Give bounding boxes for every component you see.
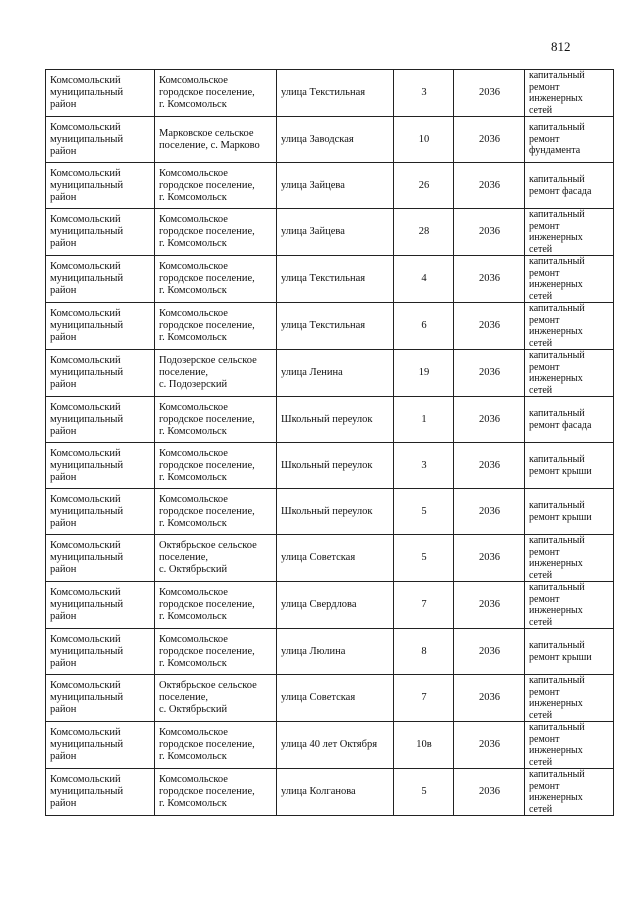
district-cell [46, 582, 155, 629]
work-type-cell-text: капитальный ремонт фасада [529, 408, 592, 431]
year-cell [454, 675, 525, 722]
district-cell [46, 117, 155, 163]
work-type-cell-text: капитальный ремонт инженерных сетей [529, 350, 585, 396]
house-number-cell-text: 1 [421, 413, 427, 425]
table-row [46, 722, 614, 769]
street-cell [277, 489, 394, 535]
house-number-cell-text: 3 [421, 87, 427, 98]
street-cell-text: улица Текстильная [281, 320, 366, 331]
work-type-cell-text: капитальный ремонт инженерных сетей [529, 70, 585, 116]
year-cell-text: 2036 [479, 226, 500, 237]
district-cell-text: Комсомольский муниципальный район [50, 355, 124, 390]
house-number-cell [394, 582, 454, 629]
year-cell [454, 443, 525, 489]
street-cell-text: улица Свердлова [281, 599, 357, 610]
settlement-cell [155, 209, 277, 256]
work-type-cell-text: капитальный ремонт инженерных сетей [529, 675, 585, 721]
house-number-cell [394, 722, 454, 769]
table-row [46, 443, 614, 489]
repair-schedule-table [45, 69, 614, 816]
house-number-cell-text: 7 [421, 692, 427, 703]
settlement-cell [155, 535, 277, 582]
year-cell-text: 2036 [479, 413, 500, 425]
settlement-cell [155, 443, 277, 489]
year-cell [454, 303, 525, 350]
street-cell-text: Школьный переулок [281, 459, 373, 471]
settlement-cell-text: Комсомольское городское поселение, г. Комсомольск [159, 493, 255, 529]
district-cell-text: Комсомольский муниципальный район [50, 633, 124, 669]
year-cell [454, 256, 525, 303]
district-cell-text: Комсомольский муниципальный район [50, 493, 124, 529]
year-cell-text: 2036 [479, 786, 500, 797]
work-type-cell-text: капитальный ремонт фундамента [529, 122, 585, 157]
work-type-cell [525, 209, 614, 256]
house-number-cell [394, 769, 454, 816]
district-cell [46, 535, 155, 582]
settlement-cell-text: Комсомольское городское поселение, г. Комсомольск [159, 447, 255, 483]
settlement-cell [155, 256, 277, 303]
settlement-cell-text: Марковское сельское поселение, с. Марково [159, 127, 260, 151]
street-cell [277, 769, 394, 816]
table-row [46, 209, 614, 256]
work-type-cell [525, 117, 614, 163]
settlement-cell-text: Октябрьское сельское поселение, с. Октябрьский [159, 680, 257, 715]
settlement-cell [155, 303, 277, 350]
house-number-cell [394, 209, 454, 256]
settlement-cell [155, 350, 277, 397]
work-type-cell [525, 256, 614, 303]
street-cell-text: улица Заводская [281, 133, 354, 145]
work-type-cell [525, 582, 614, 629]
house-number-cell-text: 5 [421, 786, 427, 797]
settlement-cell-text: Комсомольское городское поселение, г. Комсомольск [159, 167, 255, 203]
district-cell [46, 350, 155, 397]
district-cell [46, 443, 155, 489]
year-cell-text: 2036 [479, 552, 500, 563]
work-type-cell-text: капитальный ремонт инженерных сетей [529, 582, 585, 628]
settlement-cell [155, 163, 277, 209]
year-cell-text: 2036 [479, 367, 500, 378]
year-cell [454, 209, 525, 256]
street-cell-text: улица Зайцева [281, 179, 345, 191]
work-type-cell [525, 675, 614, 722]
settlement-cell-text: Комсомольское городское поселение, г. Комсомольск [159, 633, 255, 669]
house-number-cell [394, 117, 454, 163]
year-cell-text: 2036 [479, 320, 500, 331]
street-cell-text: Школьный переулок [281, 413, 373, 425]
table-row [46, 117, 614, 163]
settlement-cell-text: Комсомольское городское поселение, г. Комсомольск [159, 308, 255, 343]
year-cell-text: 2036 [479, 459, 500, 471]
house-number-cell-text: 3 [421, 459, 427, 471]
table-row [46, 303, 614, 350]
work-type-cell [525, 163, 614, 209]
street-cell-text: улица Люлина [281, 645, 346, 657]
street-cell-text: улица Текстильная [281, 87, 366, 98]
house-number-cell [394, 397, 454, 443]
year-cell-text: 2036 [479, 273, 500, 284]
settlement-cell-text: Комсомольское городское поселение, г. Комсомольск [159, 774, 255, 809]
house-number-cell-text: 10 [418, 133, 430, 145]
table-row [46, 256, 614, 303]
table-row [46, 535, 614, 582]
district-cell-text: Комсомольский муниципальный район [50, 680, 124, 715]
district-cell-text: Комсомольский муниципальный район [50, 540, 124, 575]
table-row [46, 397, 614, 443]
year-cell [454, 769, 525, 816]
district-cell [46, 769, 155, 816]
work-type-cell-text: капитальный ремонт инженерных сетей [529, 535, 585, 581]
work-type-cell-text: капитальный ремонт инженерных сетей [529, 722, 585, 768]
settlement-cell [155, 769, 277, 816]
street-cell-text: Школьный переулок [281, 505, 373, 517]
work-type-cell-text: капитальный ремонт инженерных сетей [529, 303, 585, 349]
work-type-cell [525, 70, 614, 117]
table-row [46, 675, 614, 722]
district-cell-text: Комсомольский муниципальный район [50, 75, 124, 110]
table-row [46, 489, 614, 535]
street-cell [277, 209, 394, 256]
work-type-cell [525, 535, 614, 582]
district-cell [46, 256, 155, 303]
district-cell-text: Комсомольский муниципальный район [50, 774, 124, 809]
work-type-cell [525, 722, 614, 769]
street-cell-text: улица 40 лет Октября [281, 739, 378, 750]
table-row [46, 163, 614, 209]
street-cell [277, 722, 394, 769]
year-cell [454, 722, 525, 769]
street-cell [277, 256, 394, 303]
year-cell [454, 163, 525, 209]
year-cell [454, 582, 525, 629]
street-cell-text: улица Ленина [281, 367, 343, 378]
year-cell-text: 2036 [479, 599, 500, 610]
street-cell [277, 535, 394, 582]
year-cell-text: 2036 [479, 692, 500, 703]
settlement-cell-text: Подозерское сельское поселение, с. Подозерский [159, 355, 257, 390]
district-cell [46, 675, 155, 722]
work-type-cell [525, 489, 614, 535]
house-number-cell-text: 6 [421, 320, 427, 331]
house-number-cell-text: 8 [421, 645, 427, 657]
district-cell-text: Комсомольский муниципальный район [50, 121, 124, 157]
district-cell-text: Комсомольский муниципальный район [50, 214, 124, 249]
work-type-cell [525, 350, 614, 397]
house-number-cell-text: 26 [418, 179, 430, 191]
year-cell-text: 2036 [479, 645, 500, 657]
district-cell [46, 397, 155, 443]
year-cell-text: 2036 [479, 87, 500, 98]
street-cell-text: улица Текстильная [281, 273, 366, 284]
district-cell-text: Комсомольский муниципальный район [50, 167, 124, 203]
house-number-cell [394, 489, 454, 535]
house-number-cell-text: 5 [421, 505, 427, 517]
work-type-cell-text: капитальный ремонт фасада [529, 174, 592, 197]
settlement-cell-text: Октябрьское сельское поселение, с. Октябрьский [159, 540, 257, 575]
street-cell-text: улица Колганова [281, 786, 356, 797]
district-cell [46, 489, 155, 535]
house-number-cell [394, 256, 454, 303]
settlement-cell [155, 397, 277, 443]
house-number-cell-text: 19 [418, 367, 430, 378]
street-cell [277, 163, 394, 209]
house-number-cell [394, 70, 454, 117]
settlement-cell-text: Комсомольское городское поселение, г. Комсомольск [159, 75, 255, 110]
house-number-cell-text: 5 [421, 552, 427, 563]
street-cell [277, 70, 394, 117]
work-type-cell-text: капитальный ремонт крыши [529, 500, 592, 523]
work-type-cell [525, 769, 614, 816]
work-type-cell-text: капитальный ремонт инженерных сетей [529, 209, 585, 255]
settlement-cell [155, 675, 277, 722]
table-row [46, 350, 614, 397]
settlement-cell-text: Комсомольское городское поселение, г. Комсомольск [159, 214, 255, 249]
settlement-cell-text: Комсомольское городское поселение, г. Комсомольск [159, 401, 255, 437]
year-cell [454, 535, 525, 582]
work-type-cell [525, 443, 614, 489]
table-body [46, 70, 614, 816]
district-cell-text: Комсомольский муниципальный район [50, 308, 124, 343]
street-cell [277, 350, 394, 397]
house-number-cell-text: 7 [421, 599, 427, 610]
house-number-cell [394, 629, 454, 675]
table-row [46, 582, 614, 629]
table-row [46, 629, 614, 675]
district-cell-text: Комсомольский муниципальный район [50, 261, 124, 296]
year-cell-text: 2036 [479, 739, 500, 750]
street-cell [277, 303, 394, 350]
district-cell [46, 303, 155, 350]
work-type-cell [525, 629, 614, 675]
district-cell [46, 163, 155, 209]
district-cell-text: Комсомольский муниципальный район [50, 401, 124, 437]
settlement-cell [155, 629, 277, 675]
street-cell [277, 117, 394, 163]
work-type-cell-text: капитальный ремонт крыши [529, 454, 592, 477]
house-number-cell [394, 163, 454, 209]
year-cell [454, 350, 525, 397]
district-cell-text: Комсомольский муниципальный район [50, 447, 124, 483]
year-cell [454, 629, 525, 675]
settlement-cell [155, 489, 277, 535]
district-cell-text: Комсомольский муниципальный район [50, 727, 124, 762]
year-cell [454, 117, 525, 163]
year-cell [454, 70, 525, 117]
district-cell [46, 70, 155, 117]
street-cell-text: улица Советская [281, 692, 356, 703]
street-cell-text: улица Советская [281, 552, 356, 563]
district-cell-text: Комсомольский муниципальный район [50, 587, 124, 622]
table-row [46, 70, 614, 117]
table-row [46, 769, 614, 816]
settlement-cell [155, 70, 277, 117]
house-number-cell-text: 4 [421, 273, 427, 284]
year-cell [454, 397, 525, 443]
street-cell [277, 582, 394, 629]
district-cell [46, 629, 155, 675]
settlement-cell-text: Комсомольское городское поселение, г. Комсомольск [159, 727, 255, 762]
house-number-cell [394, 443, 454, 489]
house-number-cell [394, 303, 454, 350]
street-cell [277, 397, 394, 443]
work-type-cell-text: капитальный ремонт крыши [529, 640, 592, 663]
house-number-cell [394, 535, 454, 582]
settlement-cell [155, 722, 277, 769]
street-cell [277, 675, 394, 722]
settlement-cell-text: Комсомольское городское поселение, г. Комсомольск [159, 587, 255, 622]
district-cell [46, 722, 155, 769]
settlement-cell-text: Комсомольское городское поселение, г. Комсомольск [159, 261, 255, 296]
settlement-cell [155, 117, 277, 163]
settlement-cell [155, 582, 277, 629]
page-number: 812 [551, 39, 571, 54]
street-cell [277, 629, 394, 675]
street-cell [277, 443, 394, 489]
work-type-cell-text: капитальный ремонт инженерных сетей [529, 256, 585, 302]
year-cell-text: 2036 [479, 505, 500, 517]
year-cell [454, 489, 525, 535]
house-number-cell [394, 675, 454, 722]
work-type-cell [525, 397, 614, 443]
house-number-cell-text: 10в [416, 739, 432, 750]
work-type-cell [525, 303, 614, 350]
street-cell-text: улица Зайцева [281, 226, 345, 237]
house-number-cell-text: 28 [418, 226, 430, 237]
work-type-cell-text: капитальный ремонт инженерных сетей [529, 769, 585, 815]
house-number-cell [394, 350, 454, 397]
district-cell [46, 209, 155, 256]
year-cell-text: 2036 [479, 133, 500, 145]
year-cell-text: 2036 [479, 179, 500, 191]
